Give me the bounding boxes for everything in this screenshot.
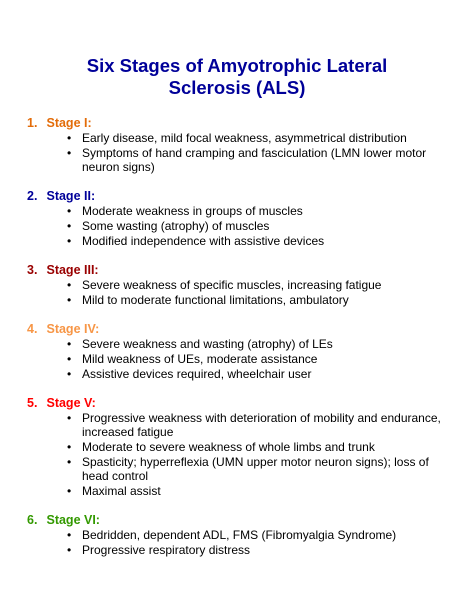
- bullet-icon: •: [67, 455, 72, 469]
- stage-number: 4.: [27, 322, 38, 336]
- bullet-icon: •: [67, 440, 72, 454]
- stage-bullets: [27, 337, 447, 381]
- stage-2: [27, 189, 447, 248]
- stage-label: Stage I:: [46, 116, 92, 130]
- list-item: [67, 204, 447, 218]
- list-item-text: Severe weakness of specific muscles, increasing fatigue: [82, 278, 382, 292]
- stage-number: 6.: [27, 513, 38, 527]
- bullet-icon: •: [67, 293, 72, 307]
- title-line-2: Sclerosis (ALS): [168, 77, 306, 98]
- page-title: [0, 55, 474, 99]
- list-item-text: Progressive respiratory distress: [82, 543, 251, 557]
- bullet-icon: •: [67, 367, 72, 381]
- list-item-text: Early disease, mild focal weakness, asymmetrical distribution: [82, 131, 407, 145]
- stage-4: [27, 322, 447, 381]
- bullet-icon: •: [67, 131, 72, 145]
- list-item-text: Assistive devices required, wheelchair user: [82, 367, 312, 381]
- list-item: [67, 293, 447, 307]
- list-item-text: Bedridden, dependent ADL, FMS (Fibromyalgia Syndrome): [82, 528, 397, 542]
- stage-number: 2.: [27, 189, 38, 203]
- bullet-icon: •: [67, 204, 72, 218]
- bullet-icon: •: [67, 411, 72, 425]
- stage-heading: [27, 396, 447, 411]
- bullet-icon: •: [67, 337, 72, 351]
- bullet-icon: •: [67, 219, 72, 233]
- stage-6: [27, 513, 447, 557]
- list-item: [67, 146, 447, 174]
- list-item: [67, 131, 447, 145]
- stage-5: [27, 396, 447, 498]
- bullet-icon: •: [67, 352, 72, 366]
- list-item-text: Maximal assist: [82, 484, 161, 498]
- stage-bullets: [27, 278, 447, 307]
- list-item: [67, 234, 447, 248]
- stages-list: [27, 116, 447, 572]
- bullet-icon: •: [67, 234, 72, 248]
- stage-bullets: [27, 204, 447, 248]
- list-item-text: Severe weakness and wasting (atrophy) of LEs: [82, 337, 333, 351]
- stage-label: Stage VI:: [46, 513, 100, 527]
- list-item: [67, 484, 447, 498]
- list-item-text: Moderate weakness in groups of muscles: [82, 204, 303, 218]
- list-item: [67, 352, 447, 366]
- stage-bullets: [27, 528, 447, 557]
- stage-label: Stage III:: [46, 263, 99, 277]
- stage-label: Stage II:: [46, 189, 96, 203]
- stage-1: [27, 116, 447, 174]
- list-item-text: Some wasting (atrophy) of muscles: [82, 219, 270, 233]
- list-item: [67, 440, 447, 454]
- list-item-text: Progressive weakness with deterioration of mobility and endurance, increased fatigue: [82, 411, 441, 439]
- title-line-1: Six Stages of Amyotrophic Lateral: [86, 55, 388, 76]
- stage-heading: [27, 116, 447, 131]
- list-item: [67, 455, 447, 483]
- list-item: [67, 367, 447, 381]
- list-item: [67, 278, 447, 292]
- list-item-text: Modified independence with assistive devices: [82, 234, 325, 248]
- bullet-icon: •: [67, 543, 72, 557]
- stage-bullets: [27, 411, 447, 498]
- stage-heading: [27, 263, 447, 278]
- stage-number: 3.: [27, 263, 38, 277]
- stage-heading: [27, 322, 447, 337]
- stage-number: 5.: [27, 396, 38, 410]
- list-item: [67, 543, 447, 557]
- list-item-text: Symptoms of hand cramping and fasciculation (LMN lower motor neuron signs): [82, 146, 427, 174]
- stage-3: [27, 263, 447, 307]
- list-item: [67, 528, 447, 542]
- stage-heading: [27, 189, 447, 204]
- bullet-icon: •: [67, 278, 72, 292]
- list-item-text: Mild to moderate functional limitations, ambulatory: [82, 293, 349, 307]
- list-item: [67, 411, 447, 439]
- list-item: [67, 219, 447, 233]
- list-item-text: Mild weakness of UEs, moderate assistance: [82, 352, 318, 366]
- bullet-icon: •: [67, 146, 72, 160]
- stage-label: Stage V:: [46, 396, 96, 410]
- bullet-icon: •: [67, 528, 72, 542]
- list-item-text: Spasticity; hyperreflexia (UMN upper motor neuron signs); loss of head control: [82, 455, 429, 483]
- stage-label: Stage IV:: [46, 322, 100, 336]
- list-item: [67, 337, 447, 351]
- bullet-icon: •: [67, 484, 72, 498]
- stage-bullets: [27, 131, 447, 174]
- stage-heading: [27, 513, 447, 528]
- list-item-text: Moderate to severe weakness of whole limbs and trunk: [82, 440, 375, 454]
- stage-number: 1.: [27, 116, 38, 130]
